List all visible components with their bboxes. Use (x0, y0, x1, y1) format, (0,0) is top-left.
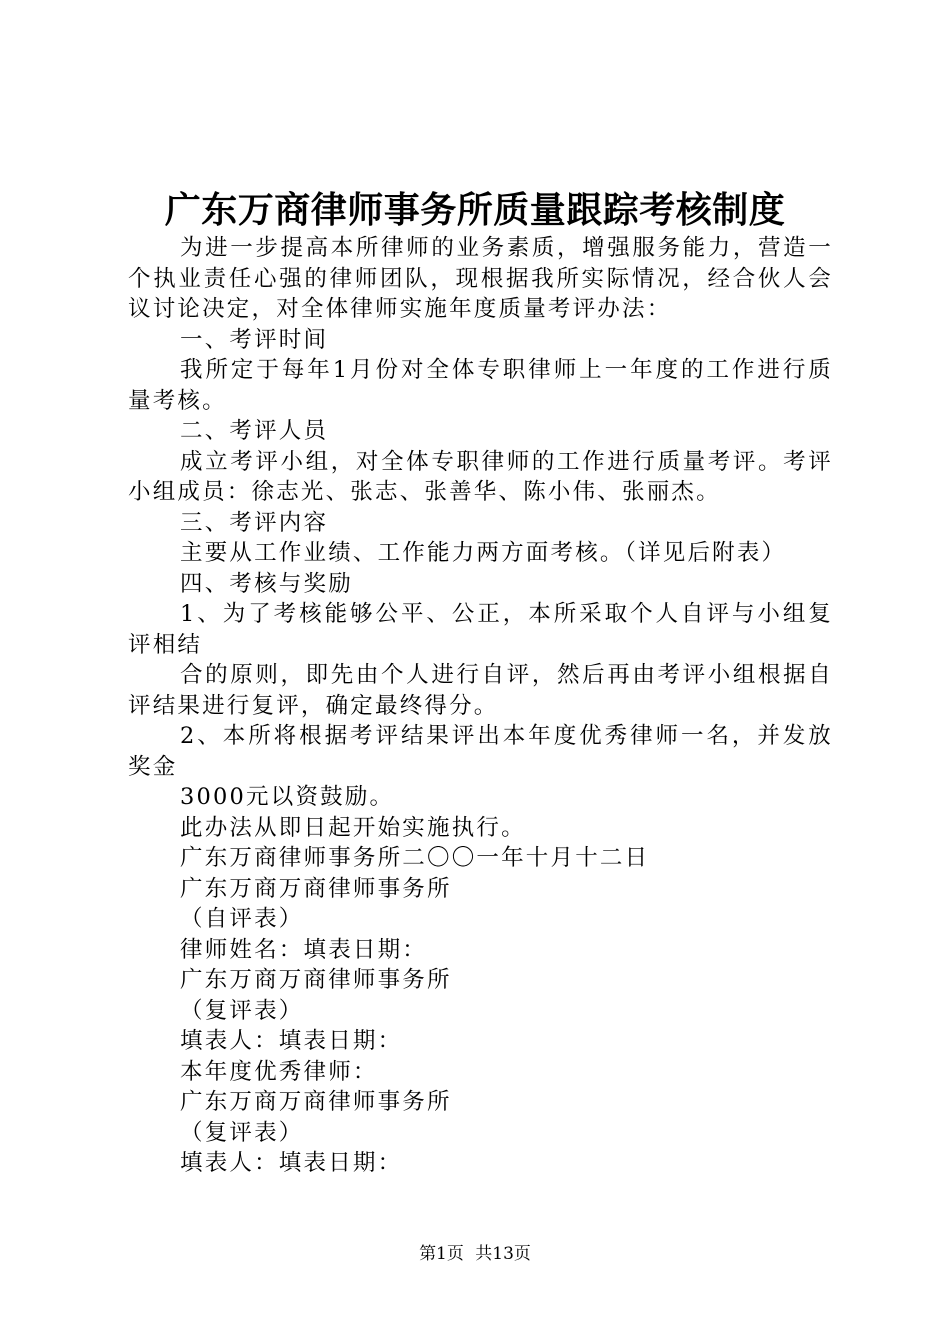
section-heading-time: 一、考评时间 (180, 326, 329, 353)
form-title-review: （复评表） (180, 1119, 304, 1146)
reward-item-1: 1、为了考核能够公平、公正，本所采取个人自评与小组复评相结 (128, 601, 833, 658)
reward-item-2-continued: 3000元以资鼓励。 (180, 784, 395, 810)
form-title-review: （复评表） (180, 997, 304, 1024)
section-heading-reward: 四、考核与奖励 (180, 570, 353, 597)
form-field-line: 本年度优秀律师： (180, 1058, 378, 1085)
form-field-line: 填表人：填表日期： (180, 1028, 403, 1054)
form-org-name: 广东万商万商律师事务所 (180, 967, 452, 993)
effective-statement: 此办法从即日起开始实施执行。 (180, 814, 526, 841)
document-title: 广东万商律师事务所质量跟踪考核制度 (164, 189, 786, 231)
signature-date: 广东万商律师事务所二〇〇一年十月十二日 (180, 845, 650, 871)
form-org-name: 广东万商万商律师事务所 (180, 1089, 452, 1115)
section-text-personnel: 成立考评小组，对全体专职律师的工作进行质量考评。考评小组成员：徐志光、张志、张善华、陈小伟、张丽杰。 (128, 448, 833, 505)
document-body (128, 233, 833, 1179)
intro-paragraph: 为进一步提高本所律师的业务素质，增强服务能力，营造一个执业责任心强的律师团队，现根据我所实际情况，经合伙人会议讨论决定，对全体律师实施年度质量考评办法： (128, 235, 833, 322)
form-field-line: 填表人：填表日期： (180, 1150, 403, 1176)
section-text-time: 我所定于每年1月份对全体专职律师上一年度的工作进行质量考核。 (128, 357, 833, 414)
section-heading-personnel: 二、考评人员 (180, 418, 329, 444)
form-field-line: 律师姓名：填表日期： (180, 936, 428, 963)
form-org-name: 广东万商万商律师事务所 (180, 875, 452, 902)
form-title-self-review: （自评表） (180, 906, 304, 932)
reward-item-2: 2、本所将根据考评结果评出本年度优秀律师一名，并发放奖金 (128, 723, 833, 780)
reward-item-1-continued: 合的原则，即先由个人进行自评，然后再由考评小组根据自评结果进行复评，确定最终得分。 (128, 662, 833, 719)
page-footer: 第1页 共13页 (419, 1244, 531, 1264)
section-text-content: 主要从工作业绩、工作能力两方面考核。（详见后附表） (180, 540, 787, 566)
section-heading-content: 三、考评内容 (180, 509, 329, 536)
